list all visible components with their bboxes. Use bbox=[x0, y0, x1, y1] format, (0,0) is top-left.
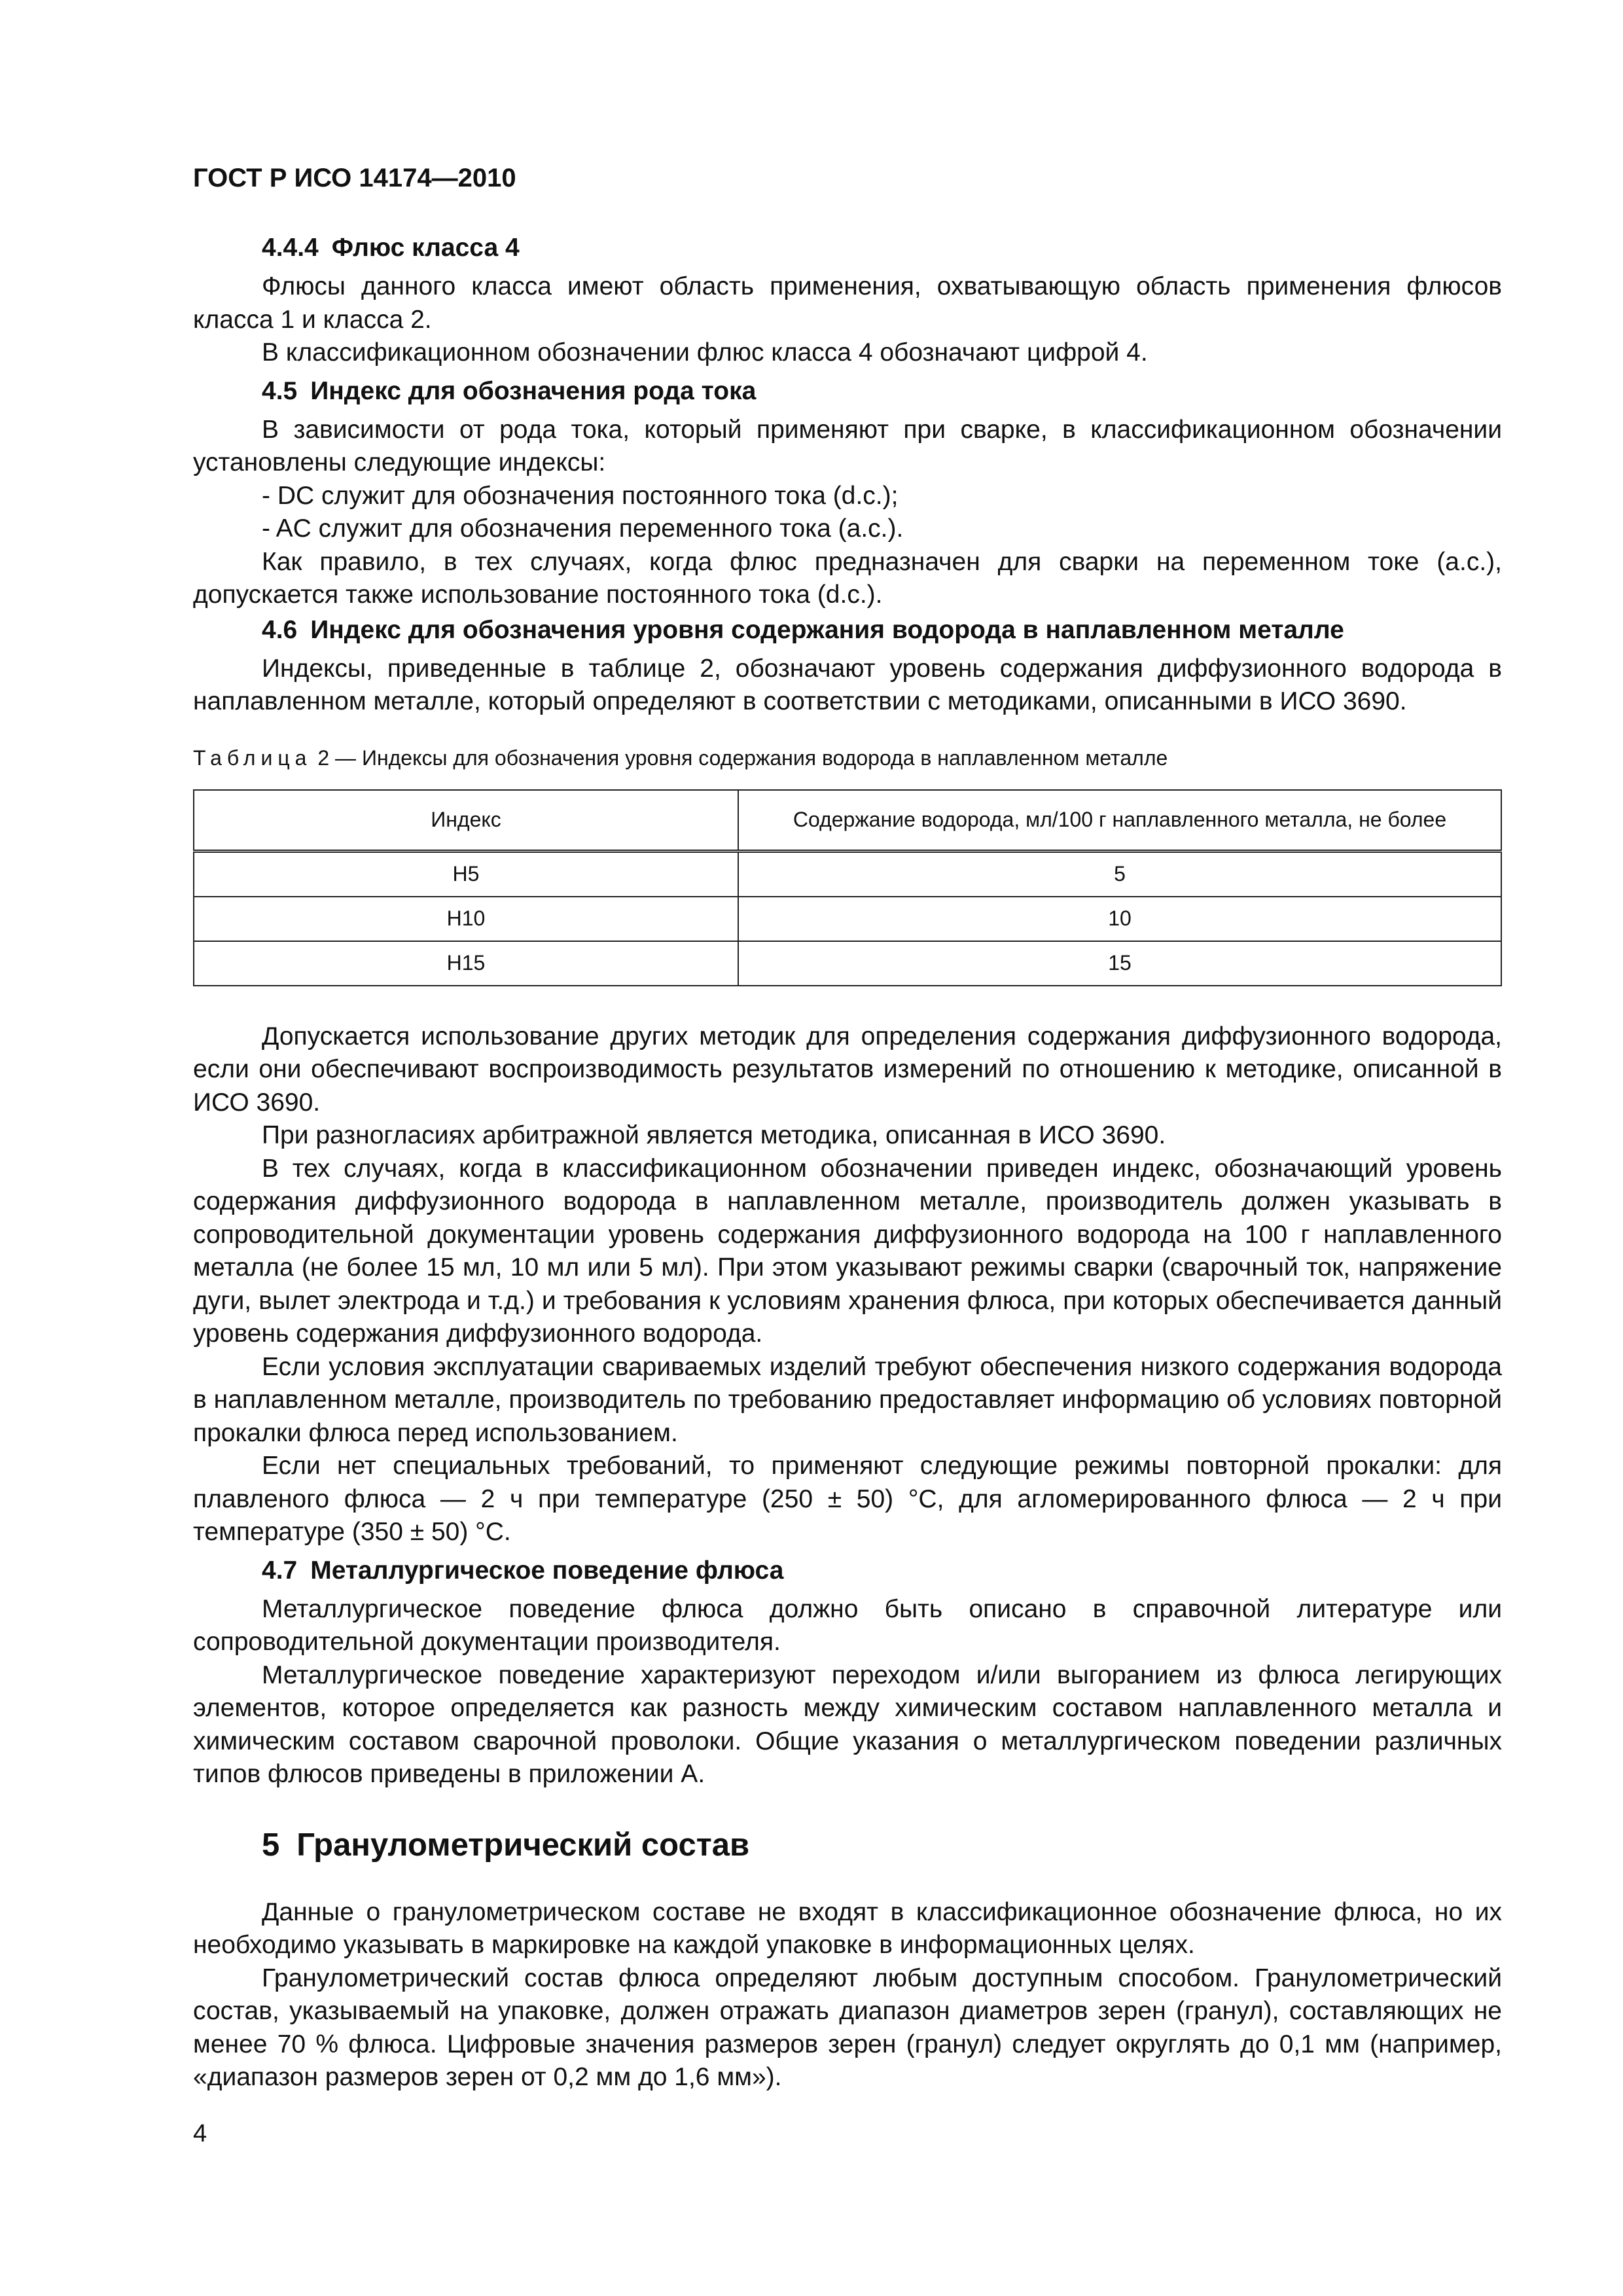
paragraph: Металлургическое поведение характеризуют переходом и/или выгоранием из флюса легирующих элементов, которое определяется как разность между химическим составом наплавленного металла и химическим составом сварочной проволоки. Общие указания о металлургическом поведении различных типов флюсов приведены в приложении А. bbox=[193, 1660, 1502, 1788]
section-number: 5 bbox=[262, 1827, 280, 1863]
paragraph: Металлургическое поведение флюса должно быть описано в справочной литературе или сопроводительной документации производителя. bbox=[193, 1594, 1502, 1656]
paragraph: Индексы, приведенные в таблице 2, обозначают уровень содержания диффузионного водорода в наплавленном металле, который определяют в соответствии с методиками, описанными в ИСО 3690. bbox=[193, 654, 1502, 715]
paragraph: При разногласиях арбитражной является методика, описанная в ИСО 3690. bbox=[262, 1121, 1166, 1149]
hydrogen-index-table bbox=[193, 789, 1502, 986]
list-item: - AC служит для обозначения переменного тока (a.c.). bbox=[262, 514, 904, 543]
table-row bbox=[194, 851, 1501, 897]
paragraph: Если нет специальных требований, то применяют следующие режимы повторной прокалки: для плавленого флюса — 2 ч при температуре (250 ± 50) °С, для агломерированного флюса — 2 ч при температуре (350 ± 50) °С. bbox=[193, 1452, 1502, 1546]
paragraph: Как правило, в тех случаях, когда флюс предназначен для сварки на переменном токе (a.c.), допускается также использование постоянного тока (d.c.). bbox=[193, 547, 1502, 609]
section-title: Металлургическое поведение флюса bbox=[310, 1556, 784, 1585]
section-heading-4-7 bbox=[193, 1554, 1502, 1588]
section-heading-5 bbox=[193, 1824, 1502, 1866]
table-row bbox=[194, 897, 1501, 941]
section-number: 4.5 bbox=[262, 376, 298, 405]
table-header-cell: Содержание водорода, мл/100 г наплавленного металла, не более bbox=[738, 790, 1501, 852]
section-title: Индекс для обозначения уровня содержания водорода в наплавленном металле bbox=[310, 615, 1344, 644]
table-cell: 15 bbox=[738, 941, 1501, 986]
list-item: - DC служит для обозначения постоянного тока (d.c.); bbox=[262, 481, 899, 510]
table-caption bbox=[193, 744, 1502, 772]
section-number: 4.7 bbox=[262, 1556, 298, 1585]
section-heading-4-5 bbox=[193, 374, 1502, 408]
document-body bbox=[193, 226, 1502, 2094]
table-caption-label: Таблица bbox=[193, 745, 312, 770]
table-cell: 10 bbox=[738, 897, 1501, 941]
paragraph: В тех случаях, когда в классификационном обозначении приведен индекс, обозначающий уровень содержания диффузионного водорода в наплавленном металле, производитель должен указывать в сопроводительной документации уровень содержания диффузионного водорода на 100 г наплавленного металла (не более 15 мл, 10 мл или 5 мл). При этом указывают режимы сварки (сварочный ток, напряжение дуги, вылет электрода и т.д.) и требования к условиям хранения флюса, при которых обеспечивается данный уровень содержания диффузионного водорода. bbox=[193, 1154, 1502, 1348]
section-number: 4.6 bbox=[262, 615, 298, 644]
page-number: 4 bbox=[193, 2120, 207, 2147]
table-header-row bbox=[194, 790, 1501, 852]
paragraph: Данные о гранулометрическом составе не входят в классификационное обозначение флюса, но их необходимо указывать в маркировке на каждой упаковке в информационных целях. bbox=[193, 1897, 1502, 1959]
table-cell: H5 bbox=[194, 851, 738, 897]
table-row bbox=[194, 941, 1501, 986]
table-cell: H15 bbox=[194, 941, 738, 986]
section-title: Гранулометрический состав bbox=[296, 1827, 750, 1863]
table-cell: H10 bbox=[194, 897, 738, 941]
paragraph: В зависимости от рода тока, который применяют при сварке, в классификационном обозначении установлены следующие индексы: bbox=[193, 415, 1502, 476]
table-caption-text: 2 — Индексы для обозначения уровня содержания водорода в наплавленном металле bbox=[317, 745, 1168, 770]
section-heading-4-4-4 bbox=[193, 231, 1502, 265]
paragraph: Если условия эксплуатации свариваемых изделий требуют обеспечения низкого содержания водорода в наплавленном металле, производитель по требованию предоставляет информацию об условиях повторной прокалки флюса перед использованием. bbox=[193, 1352, 1502, 1447]
table-cell: 5 bbox=[738, 851, 1501, 897]
table-header-cell: Индекс bbox=[194, 790, 738, 852]
paragraph: Флюсы данного класса имеют область применения, охватывающую область применения флюсов класса 1 и класса 2. bbox=[193, 272, 1502, 334]
section-title: Флюс класса 4 bbox=[331, 234, 520, 262]
paragraph: В классификационном обозначении флюс класса 4 обозначают цифрой 4. bbox=[262, 338, 1148, 367]
section-heading-4-6 bbox=[193, 613, 1502, 647]
document-code-header: ГОСТ Р ИСО 14174—2010 bbox=[193, 164, 516, 192]
paragraph: Допускается использование других методик для определения содержания диффузионного водорода, если они обеспечивают воспроизводимость результатов измерений по отношению к методике, описанной в ИСО 3690. bbox=[193, 1022, 1502, 1117]
section-number: 4.4.4 bbox=[262, 234, 319, 262]
section-title: Индекс для обозначения рода тока bbox=[310, 376, 757, 405]
paragraph: Гранулометрический состав флюса определяют любым доступным способом. Гранулометрический состав, указываемый на упаковке, должен отражать диапазон диаметров зерен (гранул), составляющих не менее 70 % флюса. Цифровые значения размеров зерен (гранул) следует округлять до 0,1 мм (например, «диапазон размеров зерен от 0,2 мм до 1,6 мм»). bbox=[193, 1964, 1502, 2091]
